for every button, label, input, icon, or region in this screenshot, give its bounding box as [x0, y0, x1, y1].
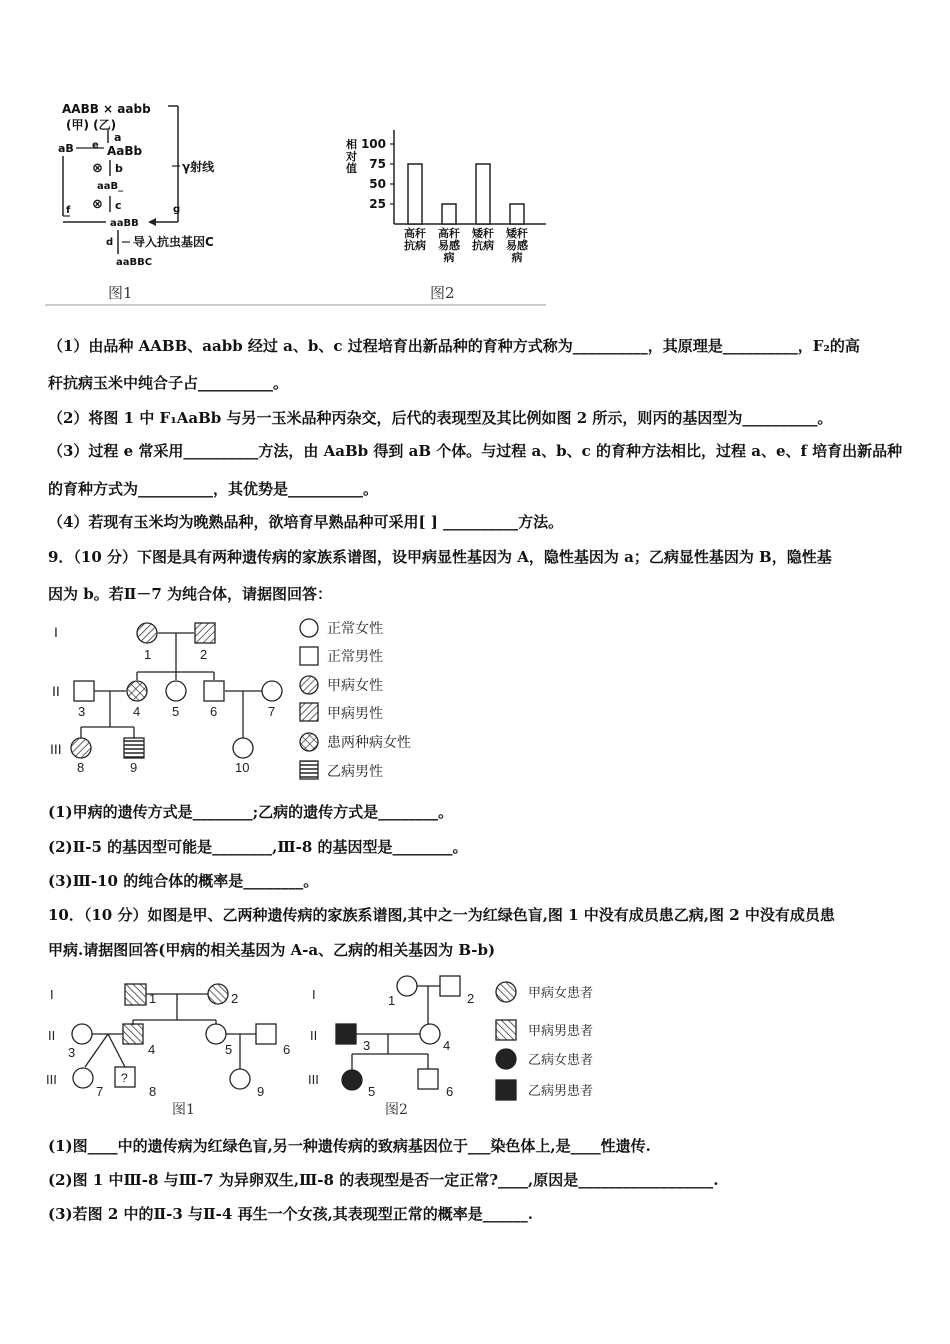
y-tick-label: 75: [369, 157, 386, 171]
q8-line-4: （3）过程 e 常采用__________方法，由 AaBb 得到 aB 个体。与过程 a、b、c 的育种方法相比，过程 a、e、f 培育出新品种: [48, 442, 903, 460]
step-a-label: a: [114, 131, 122, 144]
legend-label: 甲病女性: [327, 678, 383, 694]
bar-高秆易感病: [442, 204, 456, 224]
gen-label: I: [54, 624, 58, 640]
member-id: 3: [68, 1045, 76, 1060]
bar-高秆抗病: [408, 164, 422, 224]
member-id: 5: [368, 1084, 376, 1099]
legend-label: 乙病男性: [327, 764, 383, 780]
member-id: 5: [172, 704, 180, 719]
member-id: 4: [148, 1042, 156, 1057]
legend-label: 正常女性: [327, 621, 383, 637]
pedigree-female-normal: [262, 681, 282, 701]
gen-label: III: [46, 1072, 57, 1087]
x-tick-label: 易感: [506, 239, 528, 252]
left-aB-label: aB: [58, 142, 74, 155]
member-id: 2: [200, 647, 208, 662]
pedigree-male-normal: [204, 681, 224, 701]
legend-label: 正常男性: [327, 649, 383, 665]
member-id: 4: [133, 704, 141, 719]
q10-sub-3: (3)若图 2 中的Ⅱ-3 与Ⅱ-4 再生一个女孩,其表现型正常的概率是______.: [48, 1205, 534, 1223]
pedigree-female-affected-a: [137, 623, 157, 643]
aaBBC-label: aaBBC: [116, 257, 153, 268]
member-id: 6: [283, 1042, 291, 1057]
pedigree-male-normal: [74, 681, 94, 701]
q8-line-2: 秆抗病玉米中纯合子占__________。: [48, 374, 289, 392]
member-id: 3: [78, 704, 86, 719]
q10-legend: [496, 982, 593, 1100]
gamma-ray-label: γ射线: [182, 160, 215, 174]
pedigree-female-normal: [230, 1069, 250, 1089]
fig2-caption: 图2: [385, 1102, 408, 1118]
legend-female-both-icon: [300, 733, 318, 751]
pedigree-male-affected-a: [195, 623, 215, 643]
pedigree-female-normal: [206, 1024, 226, 1044]
x-tick-label: 矮秆: [472, 227, 494, 240]
x-tick-label: 矮秆: [506, 227, 528, 240]
pedigree-female-normal: [72, 1024, 92, 1044]
member-id: 5: [225, 1042, 233, 1057]
legend-female-normal-icon: [300, 619, 318, 637]
member-id: 9: [130, 760, 138, 775]
legend-female-a-icon: [300, 676, 318, 694]
gen-label: III: [308, 1072, 319, 1087]
legend-female-a-icon: [496, 982, 516, 1002]
pedigree-male-affected-a: [123, 1024, 143, 1044]
q9-sub-1: (1)甲病的遗传方式是________;乙病的遗传方式是________。: [48, 803, 454, 821]
import-gene-label: 导入抗虫基因C: [133, 235, 214, 249]
legend-female-b-icon: [496, 1049, 516, 1069]
pedigree-male-affected-b: [124, 738, 144, 758]
bar-矮秆抗病: [476, 164, 490, 224]
cross-label: AABB × aabb: [62, 102, 151, 116]
self-cross-icon: ⊗: [92, 161, 103, 176]
member-id: 1: [388, 993, 396, 1008]
q8-line-6: （4）若现有玉米均为晚熟品种，欲培育早熟品种可采用[ ] __________方法。: [48, 513, 564, 531]
f1-label: AaBb: [107, 144, 143, 158]
q9-line-1: 9．（10 分）下图是具有两种遗传病的家族系谱图，设甲病显性基因为 A，隐性基因为 a；乙病显性基因为 B，隐性基: [48, 548, 832, 566]
step-b-label: b: [115, 162, 123, 175]
x-tick-label: 病: [443, 251, 455, 264]
breeding-flowchart: [58, 102, 215, 302]
legend-male-normal-icon: [300, 647, 318, 665]
q8-line-3: （2）将图 1 中 F₁AaBb 与另一玉米品种丙杂交，后代的表现型及其比例如图 2 所示，则丙的基因型为__________。: [48, 409, 833, 427]
member-id: 1: [149, 991, 157, 1006]
legend-male-a-icon: [496, 1020, 516, 1040]
member-id: 1: [144, 647, 152, 662]
q9-line-2: 因为 b。若Ⅱ－7 为纯合体，请据图回答：: [48, 585, 333, 603]
d-label: d: [106, 237, 114, 248]
legend-male-a-icon: [300, 703, 318, 721]
member-id: 4: [443, 1038, 451, 1053]
legend-label: 乙病男患者: [528, 1084, 594, 1099]
member-id: 2: [231, 991, 239, 1006]
g-label: g: [173, 204, 181, 215]
pedigree-male-affected-b: [336, 1024, 356, 1044]
legend-label: 患两种病女性: [327, 735, 411, 751]
fig1-caption: 图1: [172, 1102, 195, 1118]
x-tick-label: 抗病: [404, 239, 426, 252]
y-axis-label-1: 相: [346, 138, 357, 151]
step-c-label: c: [115, 199, 122, 212]
legend-label: 甲病男患者: [528, 1024, 594, 1039]
step-e-label: e: [92, 140, 99, 151]
q9-sub-3: (3)Ⅲ-10 的纯合体的概率是________。: [48, 872, 319, 890]
pedigree-female-affected-a: [71, 738, 91, 758]
member-id: 8: [149, 1084, 157, 1099]
y-axis-label-3: 值: [346, 162, 357, 175]
member-id: 7: [268, 704, 276, 719]
fig1-caption: 图1: [108, 284, 133, 302]
bar-矮秆易感病: [510, 204, 524, 224]
top-figures: [0, 90, 950, 320]
pedigree-female-normal: [166, 681, 186, 701]
gen-label: I: [50, 987, 54, 1002]
pedigree-male-normal: [256, 1024, 276, 1044]
q10-line-1: 10．（10 分）如图是甲、乙两种遗传病的家族系谱图,其中之一为红绿色盲,图 1 中没有成员患乙病,图 2 中没有成员患: [48, 906, 835, 924]
member-id: 6: [210, 704, 218, 719]
q8-line-1: （1）由品种 AABB、aabb 经过 a、b、c 过程培育出新品种的育种方式称为__________，其原理是__________，F₂的高: [48, 337, 860, 355]
pedigree-male-normal: [418, 1069, 438, 1089]
self-cross-icon: ⊗: [92, 197, 103, 212]
pedigree-fig2: [308, 976, 474, 1118]
pedigree-female-normal: [420, 1024, 440, 1044]
member-id: 10: [235, 760, 250, 775]
member-id: 6: [446, 1084, 454, 1099]
x-tick-label: 易感: [438, 239, 460, 252]
legend-label: 甲病女患者: [528, 986, 594, 1001]
pedigree-female-both: [127, 681, 147, 701]
q10-pedigrees: [0, 972, 950, 1122]
pedigree-male-affected-a: [125, 984, 146, 1005]
member-id: 2: [467, 991, 475, 1006]
q10-sub-2: (2)图 1 中Ⅲ-8 与Ⅲ-7 为异卵双生,Ⅲ-8 的表现型是否一定正常?____,原因是__________________.: [48, 1171, 719, 1189]
pedigree-female-normal: [397, 976, 417, 996]
q8-line-5: 的育种方式为__________，其优势是__________。: [48, 480, 379, 498]
pedigree-female-affected-b: [342, 1070, 362, 1090]
member-id: 7: [96, 1084, 104, 1099]
q9-sub-2: (2)Ⅱ-5 的基因型可能是________,Ⅲ-8 的基因型是________。: [48, 838, 468, 856]
parents-label: (甲) (乙): [66, 118, 117, 132]
legend-label: 甲病男性: [327, 706, 383, 722]
gen-label: II: [52, 683, 60, 699]
pedigree-female-normal: [73, 1068, 93, 1088]
member-id: 9: [257, 1084, 265, 1099]
x-tick-label: 病: [511, 251, 523, 264]
legend-male-b-icon: [496, 1080, 516, 1100]
gen-label: II: [48, 1028, 56, 1043]
x-tick-label: 高秆: [438, 227, 460, 240]
aB-blank-label: aaB_: [97, 181, 124, 192]
q10-sub-1: (1)图____中的遗传病为红绿色盲,另一种遗传病的致病基因位于___染色体上,是____性遗传.: [48, 1137, 651, 1155]
x-tick-label: 高秆: [404, 227, 426, 240]
pedigree-fig1: [46, 984, 290, 1118]
aaBB-label: aaBB: [110, 218, 139, 229]
gen-label: III: [50, 741, 62, 757]
q9-pedigree: [0, 612, 950, 792]
q10-line-2: 甲病.请据图回答(甲病的相关基因为 A-a、乙病的相关基因为 B-b): [48, 941, 496, 959]
pedigree-female-normal: [233, 738, 253, 758]
x-tick-label: 抗病: [472, 239, 494, 252]
pedigree-legend: [300, 619, 411, 780]
legend-male-b-icon: [300, 761, 318, 779]
step-f-label: f: [66, 205, 71, 216]
pedigree-female-affected-a: [208, 984, 228, 1004]
pedigree-male-normal: [440, 976, 460, 996]
legend-label: 乙病女患者: [528, 1053, 594, 1068]
pedigree-chart: [50, 623, 282, 775]
bar-chart: [345, 130, 546, 302]
y-tick-label: 50: [369, 177, 386, 191]
unknown-mark: ?: [121, 1071, 128, 1085]
gen-label: I: [312, 987, 316, 1002]
y-tick-label: 100: [360, 137, 386, 151]
y-tick-label: 25: [369, 197, 386, 211]
fig2-caption: 图2: [430, 284, 455, 302]
gen-label: II: [310, 1028, 318, 1043]
member-id: 8: [77, 760, 85, 775]
member-id: 3: [363, 1038, 371, 1053]
y-axis-label-2: 对: [346, 150, 357, 163]
